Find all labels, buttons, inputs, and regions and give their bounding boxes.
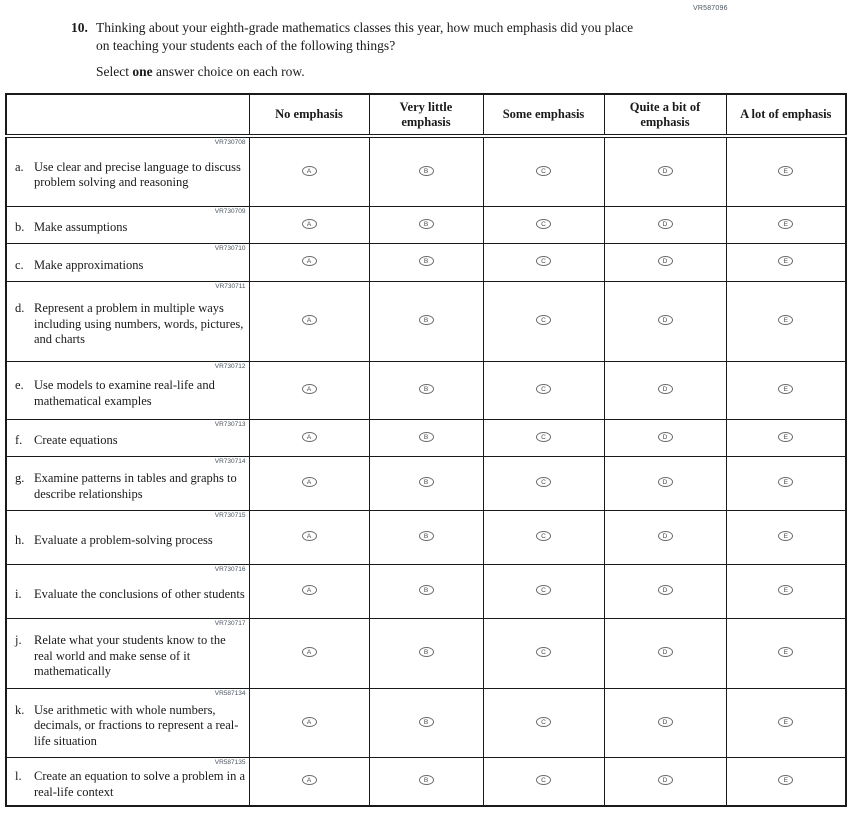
option-cell (483, 618, 604, 688)
answer-oval[interactable]: C (536, 647, 551, 657)
answer-oval[interactable]: D (658, 775, 673, 785)
answer-oval[interactable]: B (419, 166, 434, 176)
row-letter: k. (15, 702, 25, 717)
option-cell (483, 243, 604, 281)
row-label: Evaluate a problem-solving process (34, 532, 213, 547)
answer-oval[interactable]: C (536, 315, 551, 325)
answer-oval[interactable]: D (658, 717, 673, 727)
header-row (6, 94, 846, 136)
answer-oval[interactable]: A (302, 717, 317, 727)
table-row-e (6, 361, 846, 419)
form-code: VR587096 (693, 5, 728, 12)
option-cell (483, 281, 604, 361)
row-letter: i. (15, 586, 22, 601)
answer-oval[interactable]: D (658, 384, 673, 394)
option-cell (604, 510, 726, 564)
option-cell (249, 688, 369, 757)
row-letter: b. (15, 220, 25, 235)
answer-oval[interactable]: E (778, 775, 793, 785)
row-letter: c. (15, 257, 24, 272)
row-label-cell (6, 618, 249, 688)
option-cell (249, 419, 369, 456)
row-label: Represent a problem in multiple ways including using numbers, words, pictures, and charts (34, 301, 244, 347)
answer-oval[interactable]: B (419, 384, 434, 394)
answer-oval[interactable]: E (778, 477, 793, 487)
answer-oval[interactable]: E (778, 531, 793, 541)
option-cell (369, 757, 483, 806)
option-cell (726, 618, 846, 688)
option-cell (249, 456, 369, 510)
answer-oval[interactable]: A (302, 384, 317, 394)
option-cell (604, 618, 726, 688)
column-header-quite-a-bit: Quite a bit of emphasis (604, 94, 726, 136)
table-row-c (6, 243, 846, 281)
option-cell (483, 136, 604, 206)
row-letter: f. (15, 433, 23, 448)
row-label-cell (6, 419, 249, 456)
row-code: VR730710 (214, 244, 246, 252)
option-cell (726, 688, 846, 757)
answer-oval[interactable]: B (419, 315, 434, 325)
row-label-cell (6, 243, 249, 281)
option-cell (604, 136, 726, 206)
answer-oval[interactable]: C (536, 384, 551, 394)
option-cell (604, 456, 726, 510)
row-code: VR730709 (214, 207, 246, 215)
option-cell (369, 281, 483, 361)
option-cell (369, 564, 483, 618)
option-cell (726, 564, 846, 618)
option-cell (604, 419, 726, 456)
row-code: VR730714 (214, 457, 246, 465)
row-label-cell (6, 206, 249, 243)
answer-oval[interactable]: A (302, 315, 317, 325)
row-label-cell (6, 361, 249, 419)
option-cell (369, 419, 483, 456)
option-cell (483, 564, 604, 618)
option-cell (483, 510, 604, 564)
row-label: Make approximations (34, 257, 144, 272)
row-code: VR730717 (214, 619, 246, 627)
option-cell (604, 281, 726, 361)
row-label: Relate what your students know to the real world and make sense of it mathematically (34, 633, 226, 679)
option-cell (483, 361, 604, 419)
option-cell (249, 243, 369, 281)
answer-oval[interactable]: B (419, 717, 434, 727)
row-code: VR730715 (214, 511, 246, 519)
row-code: VR730713 (214, 420, 246, 428)
instruction-suffix: answer choice on each row. (152, 64, 305, 79)
option-cell (604, 564, 726, 618)
table-row-f (6, 419, 846, 456)
answer-oval[interactable]: D (658, 315, 673, 325)
row-label: Use arithmetic with whole numbers, decimals, or fractions to represent a real-life situation (34, 702, 239, 748)
column-header-some: Some emphasis (483, 94, 604, 136)
answer-oval[interactable]: E (778, 585, 793, 595)
answer-oval[interactable]: B (419, 432, 434, 442)
option-cell (726, 361, 846, 419)
answer-oval[interactable]: A (302, 775, 317, 785)
row-code: VR730712 (214, 362, 246, 370)
answer-oval[interactable]: A (302, 432, 317, 442)
option-cell (369, 206, 483, 243)
row-label-cell (6, 564, 249, 618)
option-cell (369, 456, 483, 510)
option-cell (249, 361, 369, 419)
option-cell (249, 136, 369, 206)
answer-oval[interactable]: C (536, 219, 551, 229)
row-letter: a. (15, 159, 24, 174)
row-label: Evaluate the conclusions of other students (34, 586, 245, 601)
option-cell (249, 281, 369, 361)
answer-oval[interactable]: A (302, 477, 317, 487)
table-row-l (6, 757, 846, 806)
option-cell (483, 757, 604, 806)
option-cell (726, 757, 846, 806)
option-cell (483, 688, 604, 757)
row-letter: j. (15, 633, 22, 648)
option-cell (369, 618, 483, 688)
row-label-cell (6, 688, 249, 757)
option-cell (369, 136, 483, 206)
answer-oval[interactable]: E (778, 717, 793, 727)
answer-oval[interactable]: D (658, 166, 673, 176)
table-row-g (6, 456, 846, 510)
row-label: Use models to examine real-life and mathematical examples (34, 378, 215, 408)
row-letter: l. (15, 769, 22, 784)
answer-oval[interactable]: E (778, 256, 793, 266)
option-cell (483, 456, 604, 510)
answer-oval[interactable]: A (302, 219, 317, 229)
answer-oval[interactable]: B (419, 256, 434, 266)
option-cell (483, 419, 604, 456)
answer-oval[interactable]: D (658, 256, 673, 266)
option-cell (604, 206, 726, 243)
question-instruction (96, 64, 850, 80)
option-cell (604, 243, 726, 281)
answer-oval[interactable]: E (778, 432, 793, 442)
answer-oval[interactable]: C (536, 166, 551, 176)
row-letter: g. (15, 471, 25, 485)
answer-oval[interactable]: A (302, 585, 317, 595)
option-cell (604, 688, 726, 757)
answer-oval[interactable]: E (778, 647, 793, 657)
emphasis-question-table (5, 93, 847, 807)
option-cell (726, 419, 846, 456)
option-cell (369, 361, 483, 419)
answer-oval[interactable]: D (658, 585, 673, 595)
option-cell (726, 206, 846, 243)
answer-oval[interactable]: E (778, 384, 793, 394)
option-cell (369, 688, 483, 757)
column-header-very-little: Very little emphasis (369, 94, 483, 136)
row-letter: d. (15, 301, 25, 316)
answer-oval[interactable]: D (658, 432, 673, 442)
table-row-j (6, 618, 846, 688)
row-letter: h. (15, 532, 25, 547)
option-cell (483, 206, 604, 243)
answer-oval[interactable]: E (778, 315, 793, 325)
row-label-cell (6, 510, 249, 564)
answer-oval[interactable]: C (536, 717, 551, 727)
answer-oval[interactable]: B (419, 531, 434, 541)
instruction-bold-word: one (132, 64, 153, 79)
answer-oval[interactable]: D (658, 219, 673, 229)
table-row-k (6, 688, 846, 757)
answer-oval[interactable]: C (536, 432, 551, 442)
table-row-b (6, 206, 846, 243)
answer-oval[interactable]: A (302, 531, 317, 541)
option-cell (604, 757, 726, 806)
row-code: VR587134 (214, 689, 246, 697)
answer-oval[interactable]: D (658, 477, 673, 487)
row-label-cell (6, 281, 249, 361)
row-code: VR730711 (215, 282, 246, 290)
row-label: Create an equation to solve a problem in a real-life context (34, 769, 246, 799)
answer-oval[interactable]: C (536, 775, 551, 785)
answer-oval[interactable]: B (419, 775, 434, 785)
option-cell (726, 510, 846, 564)
row-label-cell (6, 757, 249, 806)
answer-oval[interactable]: D (658, 647, 673, 657)
table-row-d (6, 281, 846, 361)
option-cell (726, 243, 846, 281)
column-header-no-emphasis: No emphasis (249, 94, 369, 136)
column-header-a-lot: A lot of emphasis (726, 94, 846, 136)
row-label-cell (6, 456, 249, 510)
option-cell (369, 243, 483, 281)
answer-oval[interactable]: C (536, 585, 551, 595)
option-cell (249, 206, 369, 243)
answer-oval[interactable]: A (302, 256, 317, 266)
row-label: Make assumptions (34, 220, 128, 235)
table-row-h (6, 510, 846, 564)
option-cell (249, 564, 369, 618)
option-cell (369, 510, 483, 564)
table-row-i (6, 564, 846, 618)
option-cell (249, 510, 369, 564)
row-code: VR730716 (214, 565, 246, 573)
answer-oval[interactable]: B (419, 585, 434, 595)
option-cell (726, 281, 846, 361)
answer-oval[interactable]: B (419, 219, 434, 229)
option-cell (249, 618, 369, 688)
row-label: Create equations (34, 433, 118, 448)
row-label: Examine patterns in tables and graphs to describe relationships (34, 471, 237, 501)
answer-oval[interactable]: C (536, 256, 551, 266)
table-row-a (6, 136, 846, 206)
answer-oval[interactable]: B (419, 477, 434, 487)
answer-oval[interactable]: A (302, 647, 317, 657)
answer-oval[interactable]: B (419, 647, 434, 657)
row-label-cell (6, 136, 249, 206)
option-cell (726, 456, 846, 510)
option-cell (249, 757, 369, 806)
answer-oval[interactable]: D (658, 531, 673, 541)
answer-oval[interactable]: C (536, 477, 551, 487)
row-letter: e. (15, 378, 24, 392)
row-code: VR730708 (214, 139, 246, 146)
answer-oval[interactable]: A (302, 166, 317, 176)
row-code: VR587135 (214, 758, 246, 766)
row-label: Use clear and precise language to discuss problem solving and reasoning (34, 159, 241, 190)
option-cell (726, 136, 846, 206)
instruction-prefix: Select (96, 64, 133, 79)
question-number: 10. (71, 20, 88, 35)
header-empty-cell (6, 94, 249, 136)
answer-oval[interactable]: E (778, 166, 793, 176)
question-text: Thinking about your eighth-grade mathematics classes this year, how much emphasis did you place on teaching your students each of the following things? (96, 20, 634, 53)
option-cell (604, 361, 726, 419)
answer-oval[interactable]: E (778, 219, 793, 229)
answer-oval[interactable]: C (536, 531, 551, 541)
